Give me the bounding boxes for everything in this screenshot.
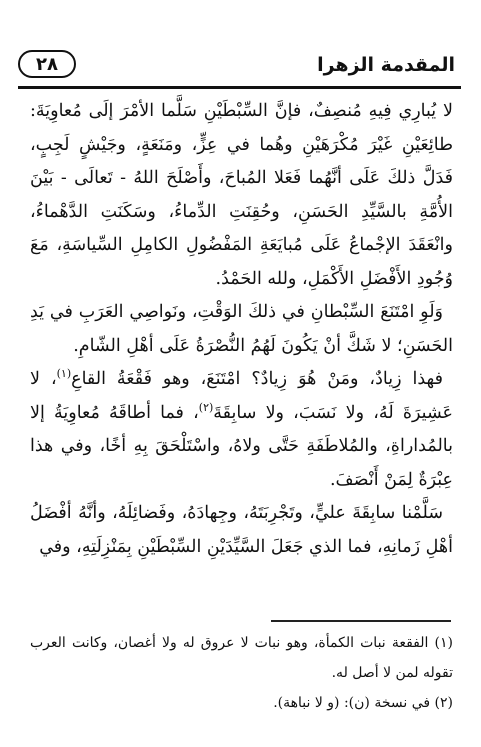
header-rule <box>18 86 461 89</box>
paragraph-2: وَلَوِ امْتَنَعَ السِّبْطانِ في ذلكَ الوَقْتِ، ونَواصِي العَرَبِ في يَدِ الحَسَنِ؛ لا شَكَّ أنْ يَكُونَ لَهُمُ النُّصْرَةُ عَلَى أهْلِ الشّامِ. <box>30 302 453 356</box>
paragraph-1: لا يُبارِي فِيهِ مُنصِفٌ، فإنَّ السِّبْطَيْنِ سَلَّما الأمْرَ إلَى مُعاوِيَةَ: طائِعَيْنِ غَيْرَ مُكْرَهَيْنِ وهُما في عِزٍّ، ومَنَعَةٍ، وجَيْشٍ لَجِبٍ، فَدَلَّ ذلكَ عَلَى أنَّهُما فَعَلا المُباحَ، وأَصْلَحَ اللهُ - تَعالَى - بَيْنَ الأُمَّةِ بالسَّيِّدِ الحَسَنِ، وحُقِنَتِ الدِّماءُ، وسَكَنَتِ الدَّهْماءُ، وانْعَقَدَ الإجْماعُ عَلَى مُبايَعَةِ المَفْضُولِ الكامِلِ السِّياسَةِ، مَعَ وُجُودِ الأَفْضَلِ الأَكْمَلِ، ولله الحَمْدُ. <box>30 101 453 289</box>
paragraph-3-part-c: ، فما أطاقَهُ مُعاوِيَةُ إلا بالمُداراةِ، والمُلاطَفَةِ حَتَّى ولاهُ، واسْتَلْحَقَ بِهِ أخًا، وفي هذا عِبْرَةٌ لِمَنْ أَنْصَفَ. <box>30 402 453 490</box>
page-number: ٢٨ <box>18 50 76 78</box>
paragraph-3 <box>30 363 453 497</box>
main-text <box>30 95 453 564</box>
footnote-1: (١) الفقعة نبات الكمأة، وهو نبات لا عروق له ولا أغصان، وكانت العرب تقوله لمن لا أصل له. <box>30 635 453 681</box>
footnote-ref-2: (٢) <box>198 400 214 414</box>
paragraph-4: سَلَّمْنا سابِقَةَ عليٍّ، وتَجْرِبَتَهُ، وجِهادَهُ، وفَضائِلَهُ، وأنَّهُ أفْضَلُ أهْلِ زَمانِهِ، فما الذي جَعَلَ السَّيِّدَيْنِ السِّبْطَيْنِ بِمَنْزِلَتِهِ، وفي <box>30 503 453 557</box>
paragraph-3-part-a: فهذا زِيادٌ، ومَنْ هُوَ زِيادٌ؟ امْتَنَعَ، وهو فَقْعَةُ القاعِ <box>71 369 443 389</box>
footnote-ref-1: (١) <box>56 367 72 381</box>
footnotes <box>30 628 453 718</box>
running-title: المقدمة الزهرا <box>317 54 455 76</box>
footnote-separator <box>271 620 451 622</box>
paragraph-3-part-b: ، لا عَشِيرَةَ لَهُ، ولا نَسَبَ، ولا سابِقَةَ <box>30 369 453 423</box>
footnote-2: (٢) في نسخة (ن): (و لا نباهة). <box>273 695 453 711</box>
page-header <box>18 46 461 88</box>
